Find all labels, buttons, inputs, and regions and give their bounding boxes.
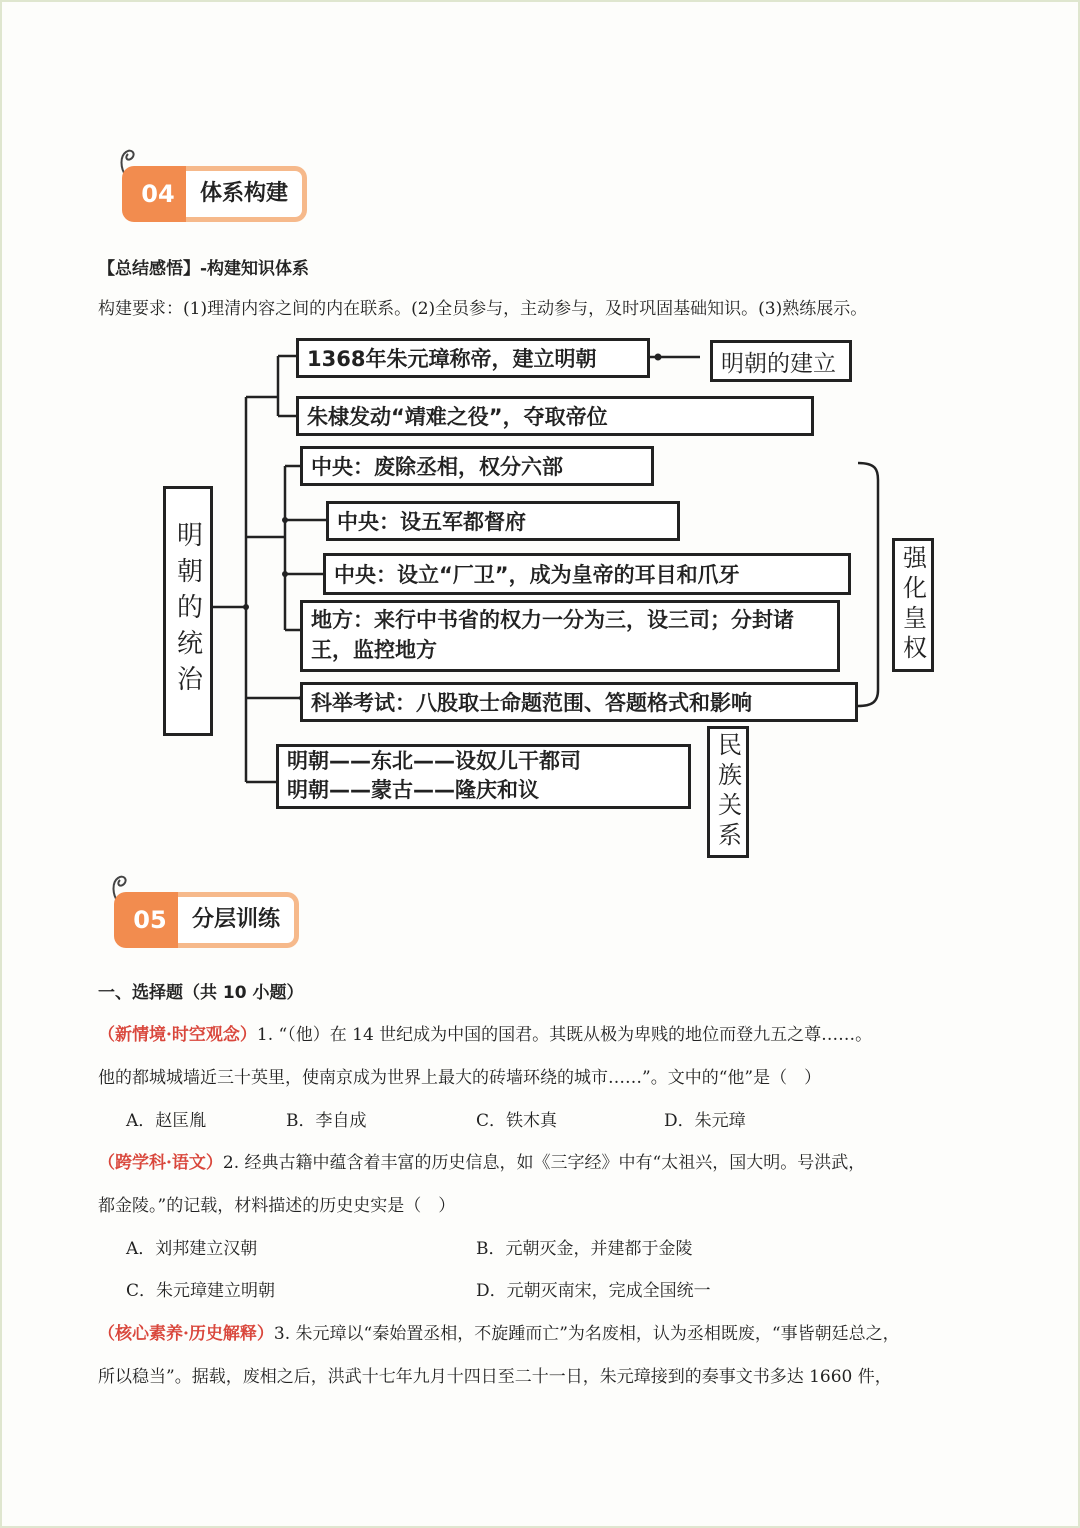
box-founding-1368: 1368年朱元璋称帝，建立明朝 — [296, 338, 650, 378]
question-tag: （跨学科·语文） — [98, 1153, 223, 1173]
requirement-text: 构建要求：(1)理清内容之间的内在联系。(2)全员参与，主动参与，及时巩固基础知识。(3)熟练展示。 — [98, 299, 868, 319]
question-tag: （核心素养·历史解释） — [98, 1324, 274, 1344]
q2-option-b[interactable]: B．元朝灭金，并建都于金陵 — [476, 1239, 693, 1259]
q2-option-c[interactable]: C．朱元璋建立明朝 — [126, 1281, 276, 1301]
part-title: 一、选择题（共 10 小题） — [98, 983, 304, 1003]
section-number: 04 — [122, 166, 194, 222]
q1-option-c[interactable]: C．铁木真 — [476, 1111, 558, 1131]
box-keju-exam: 科举考试：八股取士命题范围、答题格式和影响 — [300, 682, 858, 722]
question-2-line2: 都金陵。”的记载，材料描述的历史史实是（ ） — [98, 1196, 456, 1216]
q1-option-b[interactable]: B．李自成 — [286, 1111, 367, 1131]
section-title: 体系构建 — [186, 166, 307, 222]
ethnic-line-mongolia: 明朝——蒙古——隆庆和议 — [287, 778, 539, 802]
label-ethnic-relations: 民族关系 — [707, 726, 749, 858]
q1-option-d[interactable]: D．朱元璋 — [664, 1111, 746, 1131]
ethnic-line-northeast: 明朝——东北——设奴儿干都司 — [287, 749, 581, 773]
box-central-changwei: 中央：设立“厂卫”，成为皇帝的耳目和爪牙 — [323, 553, 851, 595]
section-number: 05 — [114, 892, 186, 948]
question-1-line2: 他的都城城墙近三十英里，使南京成为世界上最大的砖墙环绕的城市……”。文中的“他”是（ ） — [98, 1068, 822, 1088]
section-05-badge — [114, 892, 314, 948]
question-3-line2: 所以稳当”。据载，废相之后，洪武十七年九月十四日至二十一日，朱元璋接到的奏事文书多达 1660 件， — [98, 1367, 892, 1387]
root-ming-rule: 明朝的统治 — [163, 486, 213, 736]
label-founding: 明朝的建立 — [710, 340, 852, 382]
q1-option-a[interactable]: A．赵匡胤 — [126, 1111, 207, 1131]
box-jingnan: 朱棣发动“靖难之役”，夺取帝位 — [296, 396, 814, 436]
box-ethnic-relations — [276, 744, 691, 809]
question-text: 1. “（他）在 14 世纪成为中国的国君。其既从极为卑贱的地位而登九五之尊……。 — [256, 1025, 873, 1045]
question-text: 3. 朱元璋以“秦始置丞相，不旋踵而亡”为名废相，认为丞相既废，“事皆朝廷总之， — [273, 1324, 900, 1344]
question-tag: （新情境·时空观念） — [98, 1025, 257, 1045]
label-strengthen-power: 强化皇权 — [892, 538, 934, 672]
q2-option-d[interactable]: D．元朝灭南宋，完成全国统一 — [476, 1281, 711, 1301]
box-central-five-armies: 中央：设五军都督府 — [326, 501, 680, 541]
question-text: 2. 经典古籍中蕴含着丰富的历史信息，如《三字经》中有“太祖兴，国大明。号洪武， — [222, 1153, 866, 1173]
box-local-three-si: 地方：来行中书省的权力一分为三，设三司；分封诸王，监控地方 — [300, 600, 840, 672]
q2-option-a[interactable]: A．刘邦建立汉朝 — [126, 1239, 258, 1259]
question-3-line1 — [98, 1319, 900, 1344]
box-central-abolish-chancellor: 中央：废除丞相，权分六部 — [300, 446, 654, 486]
summary-label: 【总结感悟】-构建知识体系 — [98, 259, 310, 279]
question-2-line1 — [98, 1148, 865, 1173]
question-1-line1 — [98, 1020, 872, 1045]
section-title: 分层训练 — [178, 892, 299, 948]
